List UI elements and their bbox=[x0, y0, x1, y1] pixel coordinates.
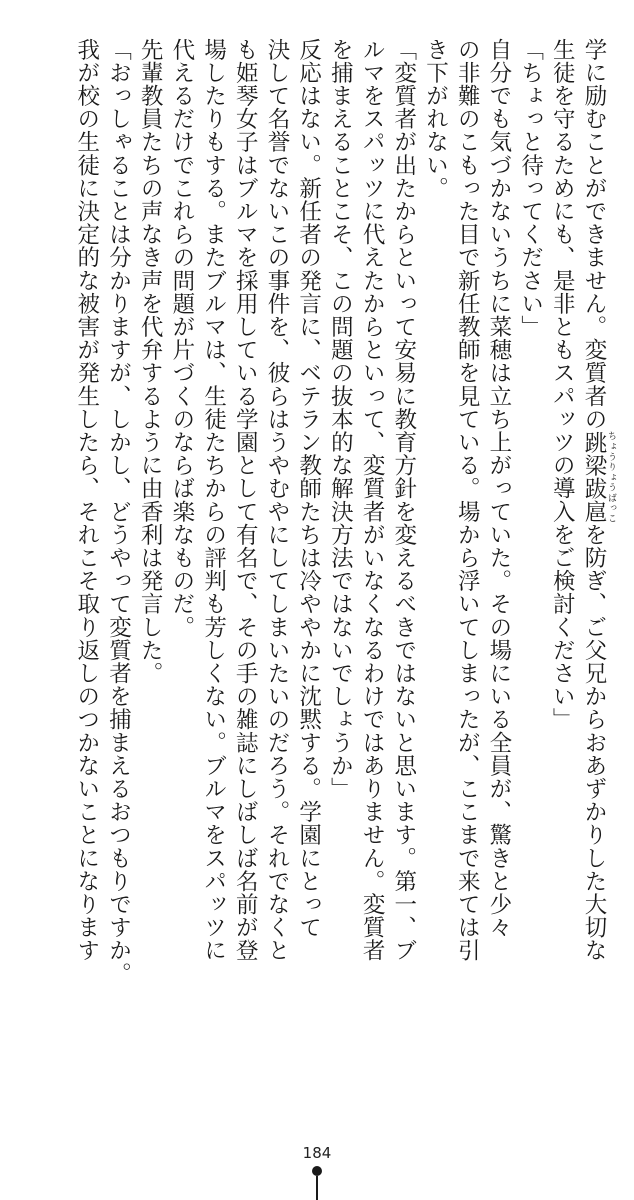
text-line-11: 決して名誉でないこの事件を、彼らはうやむやにしてしまいたいのだろう。それでなくと bbox=[263, 38, 290, 962]
text-line-3: 「ちょっと待ってください」 bbox=[517, 38, 544, 339]
text-line-12: も姫琴女子はブルマを採用している学園として有名で、その手の雑誌にしばしば名前が登 bbox=[232, 38, 259, 962]
text-line-16: 「おっしゃることは分かりますが、しかし、どうやって変質者を捕まえるおつもりですか。 bbox=[105, 38, 132, 986]
text-line-10: 反応はない。新任者の発言に、ベテラン教師たちは冷ややかに沈黙する。学園にとって bbox=[295, 38, 322, 939]
text-line-17: 我が校の生徒に決定的な被害が発生したら、それこそ取り返しのつかないことになります bbox=[73, 38, 100, 962]
text-line-4: 自分でも気づかないうちに菜穂は立ち上がっていた。その場にいる全員が、驚きと少々 bbox=[485, 38, 512, 939]
text-line-8: ルマをスパッツに代えたからといって、変質者がいなくなるわけではありません。変質者 bbox=[359, 38, 386, 962]
page-marker-dot bbox=[312, 1166, 322, 1176]
vertical-text-body bbox=[70, 38, 616, 993]
text-line-15: 先輩教員たちの声なき声を代弁するように由香利は発言した。 bbox=[137, 38, 164, 685]
text-line-5: の非難のこもった目で新任教師を見ている。場から浮いてしまったが、ここまで来ては引 bbox=[454, 38, 481, 962]
text-line-7: 「変質者が出たからといって安易に教育方針を変えるべきではないと思います。第一、ブ bbox=[390, 38, 417, 962]
ruby-reading: ちょうりょうばっこ bbox=[606, 430, 616, 524]
text-line-1-start: 学に励むことができません。変質者の bbox=[581, 38, 607, 431]
text-line-1 bbox=[577, 38, 616, 993]
ruby-base: 跳梁跋扈 bbox=[581, 430, 607, 524]
text-line-13: 場したりもする。またブルマは、生徒たちからの評判も芳しくない。ブルマをスパッツに bbox=[200, 38, 227, 962]
text-line-6: き下がれない。 bbox=[422, 38, 449, 200]
page-marker-stem bbox=[316, 1176, 318, 1200]
ruby-word bbox=[581, 430, 616, 524]
text-line-1-end: を防ぎ、ご父兄からおあずかりした大切な bbox=[581, 523, 607, 963]
text-line-2: 生徒を守るためにも、是非ともスパッツの導入をご検討ください」 bbox=[549, 38, 576, 731]
text-line-9: を捕まえることこそ、この問題の抜本的な解決方法ではないでしょうか」 bbox=[327, 38, 354, 801]
page-number: 184 bbox=[302, 1144, 332, 1162]
text-line-14: 代えるだけでこれらの問題が片づくのならば楽なものだ。 bbox=[168, 38, 195, 639]
